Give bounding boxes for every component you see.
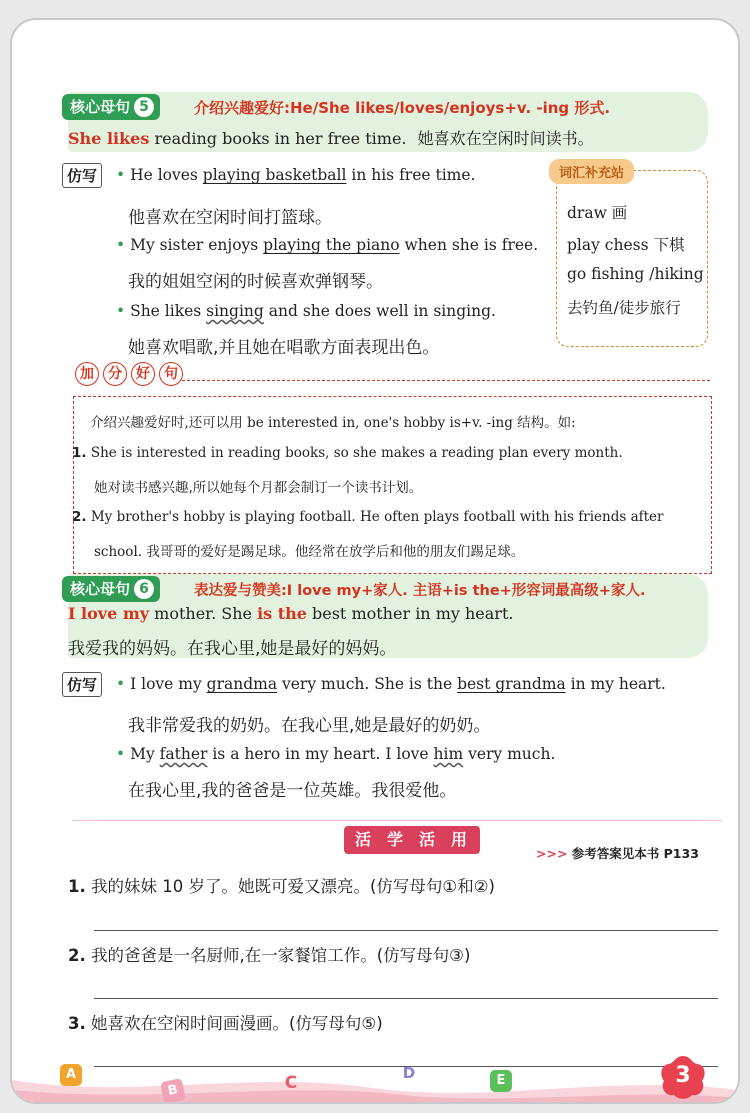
model-translation: 她喜欢在空闲时间读书。 [417,129,594,148]
footer-wave-decoration [12,1060,738,1104]
answer-reference: >>> 参考答案见本书 P133 [536,846,699,861]
bullet-icon: • [116,166,131,184]
practice5-item-1-cn: 他喜欢在空闲时间打篮球。 [128,208,332,228]
vocab-line: draw 画 [567,204,628,222]
pattern5-badge [62,94,160,120]
letter-icon-a: A [60,1064,82,1086]
badge-number: 6 [134,579,154,599]
letter-icon-b: B [160,1078,186,1104]
practice6-item-2: • My father is a hero in my heart. I love him very much. [116,745,556,763]
answer-line[interactable] [94,998,718,999]
exercise-question: 2. 我的爸爸是一名厨师,在一家餐馆工作。(仿写母句③) [68,946,471,965]
pattern5-model-sentence [68,126,594,149]
practice5-item-1: • He loves playing basketball in his free time. [116,166,476,184]
target-phrase: singing [206,302,264,320]
pattern6-text: 表达爱与赞美:I love my+家人. 主语+is the+形容词最高级+家人. [194,583,646,599]
page-number: 3 [675,1063,691,1088]
vocab-line: 去钓鱼/徒步旅行 [567,299,681,317]
answer-line[interactable] [94,930,718,931]
practice6-item-1: • I love my grandma very much. She is the best grandma in my heart. [116,675,666,693]
pattern6-model-cn: 我爱我的妈妈。在我心里,她是最好的妈妈。 [68,639,397,659]
bullet-icon: • [116,745,131,763]
bonus-title-char: 加 [75,362,99,386]
letter-icon-c: C [284,1073,298,1093]
practice6-tag: 仿写 [62,672,102,697]
practice5-item-2: • My sister enjoys playing the piano when she is free. [116,236,539,254]
bonus-item-2-cn: school. 我哥哥的爱好是踢足球。他经常在放学后和他的朋友们踢足球。 [94,544,525,560]
vocab-title: 词汇补充站 [549,159,634,184]
badge-label: 核心母句 [70,98,131,116]
letter-icon-d: D [402,1064,416,1082]
bullet-icon: • [116,236,131,254]
badge-label: 核心母句 [70,580,131,598]
arrow-icon: >>> [536,846,568,861]
vocab-line: play chess 下棋 [567,236,685,254]
bonus-item-1: 1. She is interested in reading books, so she makes a reading plan every month. [72,445,623,461]
activity-divider [72,820,722,821]
practice5-tag: 仿写 [62,163,102,188]
practice6-item-1-cn: 我非常爱我的奶奶。在我心里,她是最好的奶奶。 [128,716,491,736]
bonus-intro: 介绍兴趣爱好时,还可以用 be interested in, one's hobby is+v. -ing 结构。如: [90,415,576,431]
bonus-title-char: 好 [131,362,155,386]
model-highlight: She likes [68,129,150,148]
activity-title: 活 学 活 用 [344,826,480,854]
pattern5-text: 介绍兴趣爱好:He/She likes/loves/enjoys+v. -ing 形式. [194,99,611,117]
bonus-item-1-cn: 她对读书感兴趣,所以她每个月都会制订一个读书计划。 [94,480,423,496]
pattern6-badge [62,576,160,602]
target-phrase: playing basketball [202,166,347,184]
practice5-item-2-cn: 我的姐姐空闲的时候喜欢弹钢琴。 [128,272,383,292]
workbook-page [10,18,740,1104]
exercise-question: 1. 我的妹妹 10 岁了。她既可爱又漂亮。(仿写母句①和②) [68,877,495,896]
bonus-title-char: 分 [103,362,127,386]
target-phrase: playing the piano [263,236,400,254]
practice5-item-3-cn: 她喜欢唱歌,并且她在唱歌方面表现出色。 [128,338,440,358]
bonus-title-underline [182,380,710,381]
badge-number: 5 [134,97,154,117]
exercise-question: 3. 她喜欢在空闲时间画漫画。(仿写母句⑤) [68,1014,383,1033]
letter-icon-e: E [490,1070,512,1092]
bonus-title-char: 句 [159,362,183,386]
bullet-icon: • [116,302,131,320]
practice5-item-3: • She likes singing and she does well in singing. [116,302,496,320]
pattern6-model-sentence: I love my mother. She is the best mother in my heart. [68,604,514,623]
bullet-icon: • [116,675,131,693]
vocab-supplement-box [556,166,708,347]
bonus-item-2: 2. My brother's hobby is playing football. He often plays football with his friends after [72,509,664,525]
vocab-line: go fishing /hiking [567,265,704,283]
model-rest: reading books in her free time. [149,129,407,148]
practice6-item-2-cn: 在我心里,我的爸爸是一位英雄。我很爱他。 [128,781,457,801]
